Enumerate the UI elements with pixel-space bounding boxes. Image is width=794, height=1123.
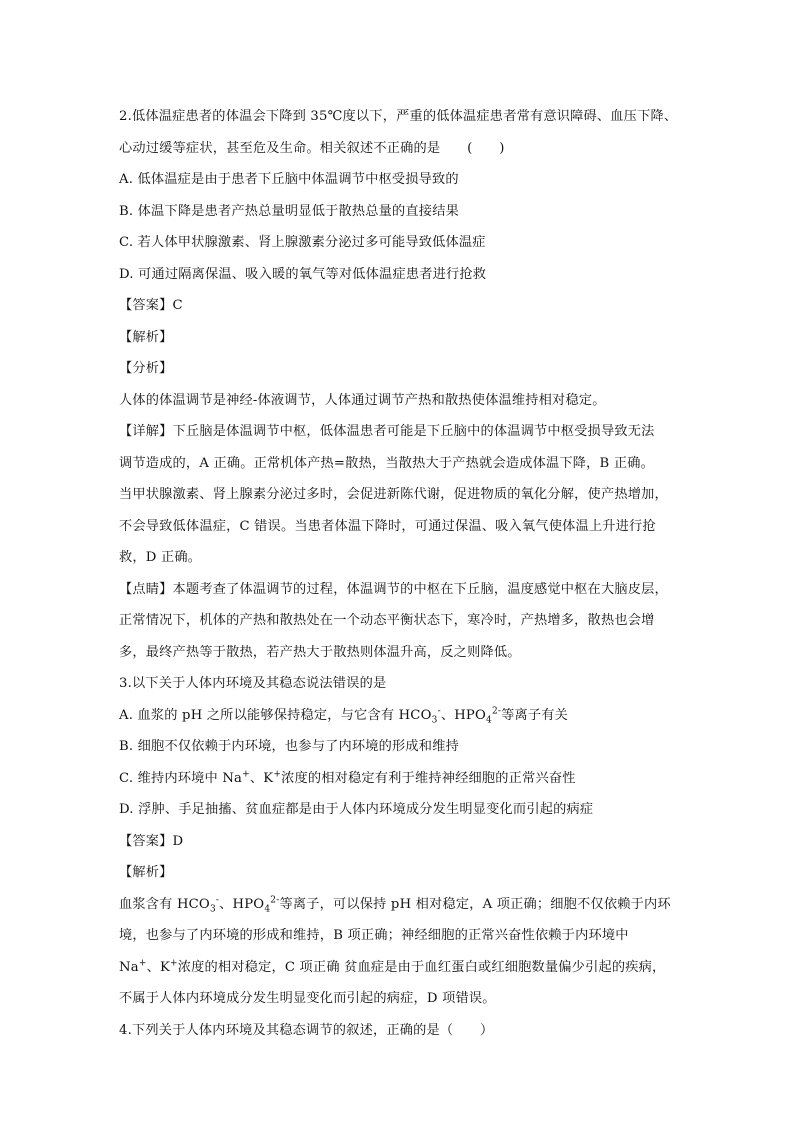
- q3-explanation-line-3: Na+、K+浓度的相对稳定，C 项正确 贫血症是由于血红蛋白或红细胞数量偏少引起的疾病，: [119, 958, 666, 975]
- q3-analysis-heading: 【解析】: [119, 865, 173, 880]
- q2-detail-line-5: 救，D 正确。: [119, 550, 202, 565]
- q2-comment-line-3: 多，最终产热等于散热，若产热大于散热则体温升高，反之则降低。: [119, 644, 521, 660]
- q2-fenxi-text: 人体的体温调节是神经-体液调节，人体通过调节产热和散热使体温维持相对稳定。: [119, 392, 606, 408]
- q2-detail-line-1: 【详解】下丘脑是体温调节中枢，低体温患者可能是下丘脑中的体温调节中枢受损导致无法: [119, 424, 655, 439]
- q3-explanation-line-1: 血浆含有 $HCO_3^-$、$HPO_4^{2-}$等离子，可以保持 pH 相对稳定，A 项正确；细胞不仅依赖于内环: [119, 895, 671, 915]
- document-content: [119, 101, 679, 1046]
- q3-option-a: A. 血浆的 pH 之所以能够保持稳定，与它含有 $HCO_3^-$、$HPO_4^{2-}$等离子有关: [119, 706, 569, 726]
- q2-stem-line-1: 2.低体温症患者的体温会下降到 35℃度以下，严重的低体温症患者常有意识障碍、血压下降、: [119, 109, 678, 124]
- q2-detail-line-3: 当甲状腺激素、肾上腺素分泌过多时，会促进新陈代谢，促进物质的氧化分解，使产热增加，: [119, 487, 668, 502]
- q2-option-b: B. 体温下降是患者产热总量明显低于散热总量的直接结果: [119, 203, 459, 219]
- q2-option-c: C. 若人体甲状腺激素、肾上腺激素分泌过多可能导致低体温症: [119, 235, 486, 250]
- q2-detail-line-4: 不会导致低体温症，C 错误。当患者体温下降时，可通过保温、吸入氧气使体温上升进行抢: [119, 518, 656, 534]
- q4-stem: 4.下列关于人体内环境及其稳态调节的叙述，正确的是（ ）: [119, 1022, 494, 1038]
- q2-comment-line-2: 正常情况下，机体的产热和散热处在一个动态平衡状态下，寒冷时，产热增多，散热也会增: [119, 613, 655, 628]
- q3-explanation-line-2: 境，也参与了内环境的形成和维持，B 项正确；神经细胞的正常兴奋性依赖于内环境中: [119, 928, 629, 943]
- q2-fenxi-heading: 【分析】: [119, 361, 173, 376]
- q2-analysis-heading: 【解析】: [119, 329, 173, 345]
- q3-option-d: D. 浮肿、手足抽搐、贫血症都是由于人体内环境成分发生明显变化而引起的病症: [119, 802, 594, 817]
- q3-option-c: C. 维持内环境中 Na+、K+浓度的相对稳定有利于维持神经细胞的正常兴奋性: [119, 769, 576, 786]
- q3-stem: 3.以下关于人体内环境及其稳态说法错误的是: [119, 676, 387, 691]
- q2-stem-line-2: 心动过缓等症状，甚至危及生命。相关叙述不正确的是 ( ): [119, 140, 505, 156]
- q3-explanation-line-4: 不属于人体内环境成分发生明显变化而引起的病症，D 项错误。: [119, 991, 496, 1006]
- q2-answer: 【答案】C: [119, 298, 183, 313]
- q3-answer: 【答案】D: [119, 833, 184, 849]
- q2-option-a: A. 低体温症是由于患者下丘脑中体温调节中枢受损导致的: [119, 172, 459, 187]
- q2-detail-line-2: 调节造成的，A 正确。正常机体产热=散热，当散热大于产热就会造成体温下降，B 正确。: [119, 455, 654, 471]
- q2-option-d: D. 可通过隔离保温、吸入暖的氧气等对低体温症患者进行抢救: [119, 266, 487, 282]
- q3-option-b: B. 细胞不仅依赖于内环境，也参与了内环境的形成和维持: [119, 739, 459, 754]
- q2-comment-line-1: 【点睛】本题考查了体温调节的过程，体温调节的中枢在下丘脑，温度感觉中枢在大脑皮层，: [119, 581, 668, 597]
